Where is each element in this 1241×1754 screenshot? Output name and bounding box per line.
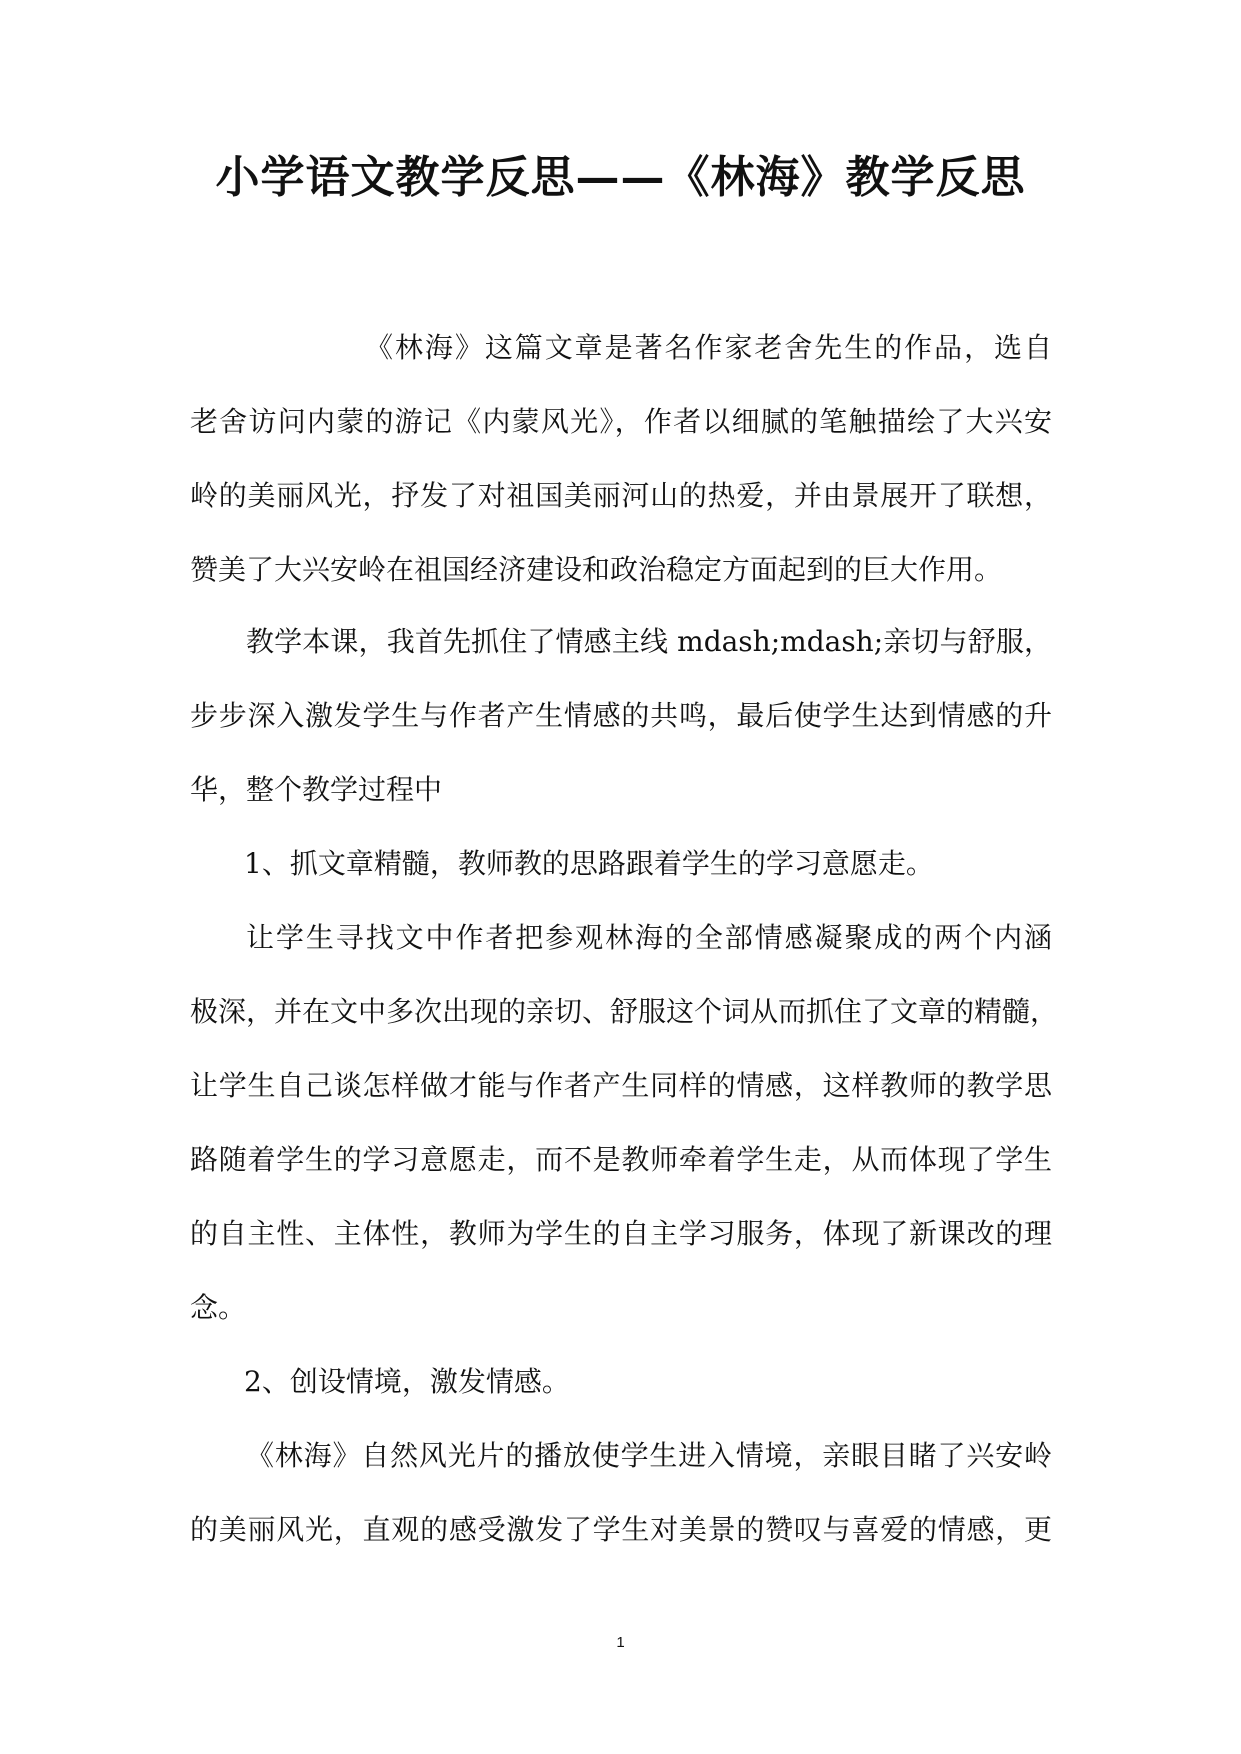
paragraph-1-line-4: 赞美了大兴安岭在祖国经济建设和政治稳定方面起到的巨大作用。 <box>190 553 1003 586</box>
document-title: 小学语文教学反思——《林海》教学反思 <box>215 152 1026 203</box>
paragraph-1-line-1: 《林海》这篇文章是著名作家老舍先生的作品，选自 <box>365 331 1052 364</box>
paragraph-3-line-1: 让学生寻找文中作者把参观林海的全部情感凝聚成的两个内涵 <box>246 921 1052 954</box>
paragraph-2-line-1: 教学本课，我首先抓住了情感主线 mdash;mdash;亲切与舒服， <box>246 625 1052 658</box>
paragraph-3-line-6: 念。 <box>190 1291 247 1324</box>
page-number: 1 <box>616 1634 625 1651</box>
paragraph-1-line-3: 岭的美丽风光，抒发了对祖国美丽河山的热爱，并由景展开了联想， <box>190 479 1052 512</box>
paragraph-1-line-2: 老舍访问内蒙的游记《内蒙风光》，作者以细腻的笔触描绘了大兴安 <box>190 405 1052 438</box>
paragraph-2-line-3: 华，整个教学过程中 <box>190 773 443 806</box>
paragraph-3-line-2: 极深，并在文中多次出现的亲切、舒服这个词从而抓住了文章的精髓， <box>190 995 1059 1028</box>
paragraph-4-line-1: 《林海》自然风光片的播放使学生进入情境，亲眼目睹了兴安岭 <box>246 1439 1052 1472</box>
section-heading-1: 1、抓文章精髓，教师教的思路跟着学生的学习意愿走。 <box>244 847 934 880</box>
paragraph-3-line-5: 的自主性、主体性，教师为学生的自主学习服务，体现了新课改的理 <box>190 1217 1052 1250</box>
paragraph-3-line-3: 让学生自己谈怎样做才能与作者产生同样的情感，这样教师的教学思 <box>190 1069 1052 1102</box>
paragraph-2-line-2: 步步深入激发学生与作者产生情感的共鸣，最后使学生达到情感的升 <box>190 699 1052 732</box>
paragraph-4-line-2: 的美丽风光，直观的感受激发了学生对美景的赞叹与喜爱的情感，更 <box>190 1513 1052 1546</box>
paragraph-3-line-4: 路随着学生的学习意愿走，而不是教师牵着学生走，从而体现了学生 <box>190 1143 1052 1176</box>
section-heading-2: 2、创设情境，激发情感。 <box>244 1365 570 1398</box>
